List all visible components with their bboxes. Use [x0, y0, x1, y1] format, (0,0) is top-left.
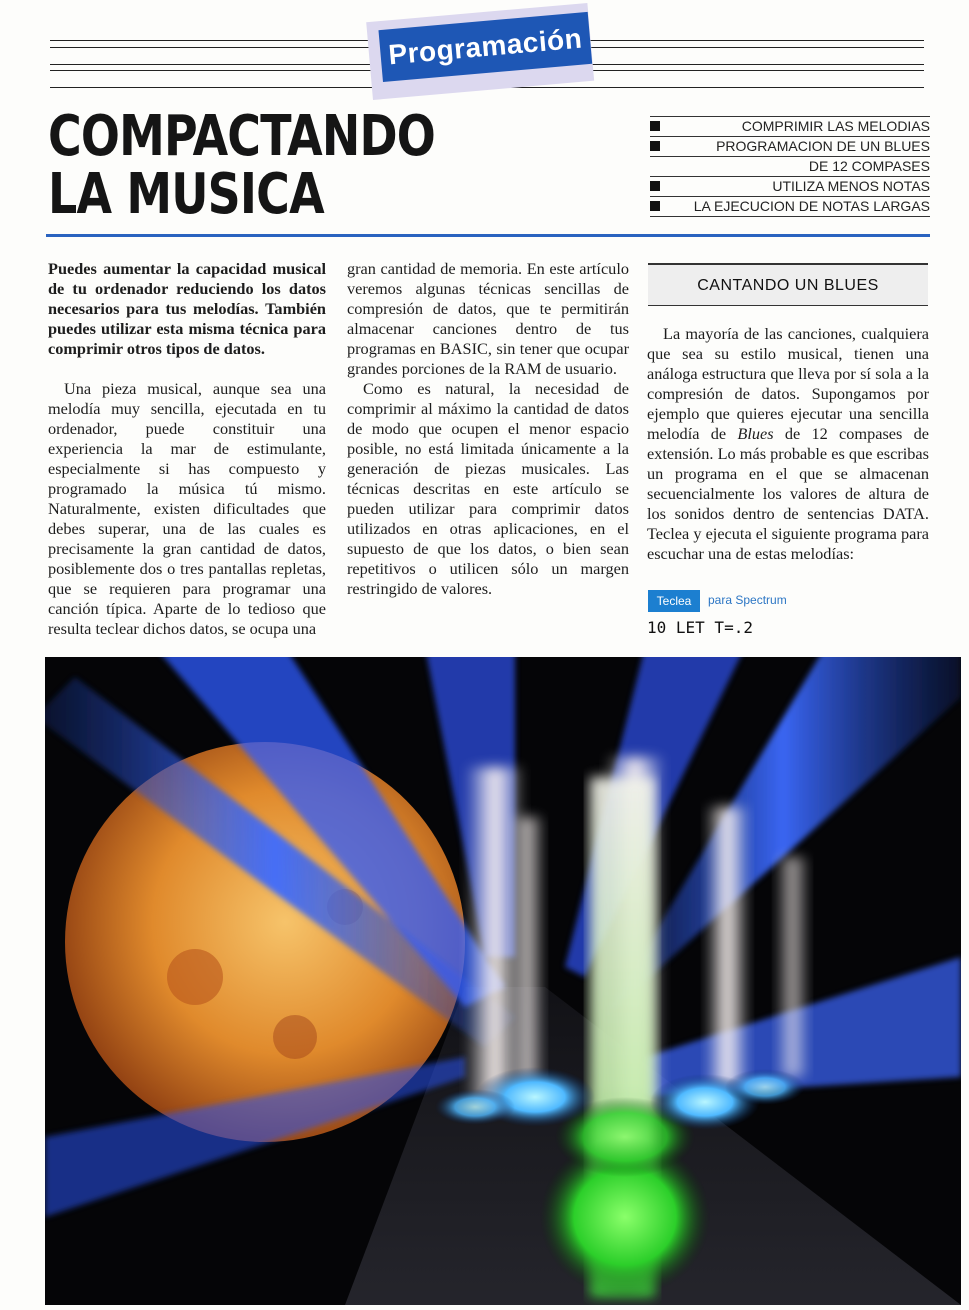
- article-lead: Puedes aumentar la capacidad musical de tu ordenador reduciendo los datos necesarios para tus melodías. También puedes utilizar esta misma técnica para comprimir otros tipos de datos.: [48, 259, 326, 358]
- illustration-svg: [45, 657, 961, 1305]
- contents-item: DE 12 COMPASES: [650, 157, 930, 177]
- contents-item: UTILIZA MENOS NOTAS: [650, 177, 930, 197]
- bullet-square-icon: [650, 141, 660, 151]
- contents-list: [650, 116, 930, 217]
- sidebar-text: [647, 324, 929, 564]
- bullet-square-icon: [650, 121, 660, 131]
- teclea-badge: Teclea: [648, 590, 700, 612]
- bullet-square-icon: [650, 181, 660, 191]
- illustration-moon-light-beams: [45, 657, 961, 1305]
- article-title-line1: COMPACTANDO: [48, 104, 435, 169]
- article-column-2: [347, 259, 629, 599]
- contents-item: LA EJECUCION DE NOTAS LARGAS: [650, 197, 930, 217]
- sidebar-paragraph: La mayoría de las canciones, cualquiera que sea su estilo musical, tienen una análoga estructura que lleva por sí sola a la compresión de datos. Supongamos por ejemplo que quieres ejecutar una sencilla melodía de Blues de 12 compases de extensión. Lo más probable es que escribas un programa en el que se almacenan secuencialmente los valores de altura de los sonidos dentro de sentencias DATA. Teclea y ejecuta el siguiente programa para escuchar una de estas melodías:: [647, 324, 930, 563]
- contents-item: PROGRAMACION DE UN BLUES: [650, 137, 930, 157]
- article-title: [48, 104, 435, 227]
- platform-note: para Spectrum: [708, 593, 787, 607]
- sidebar-heading: CANTANDO UN BLUES: [648, 263, 928, 306]
- contents-item: COMPRIMIR LAS MELODIAS: [650, 116, 930, 137]
- article-column-1: [48, 259, 326, 639]
- code-listing: 10 LET T=.2: [647, 618, 753, 637]
- title-divider: [46, 234, 930, 237]
- bullet-square-icon: [650, 201, 660, 211]
- article-paragraph: Como es natural, la necesidad de comprimir al máximo la cantidad de datos de modo que ocupen el menor espacio posible, no está limitada únicamente a la generación de piezas musicales. Las técnicas descritas en este artículo se pueden utilizar para comprimir datos utilizados en otras aplicaciones, en el supuesto de que los datos, o bien sean repetitivos o utilicen sólo un margen restringido de valores.: [347, 379, 629, 598]
- section-tab: Programación: [378, 12, 592, 82]
- article-paragraph: Una pieza musical, aunque sea una melodía muy sencilla, ejecutada en tu ordenador, puede constituir una experiencia la mar de estimulante, especialmente si has compuesto y programado la música tú mismo. Naturalmente, existen dificultades que debes superar, una de las cuales es precisamente la gran cantidad de datos, posiblemente dos o tres pantallas repletas, que se requieren para programar una canción típica. Aparte de lo tedioso que resulta teclear dichos datos, se ocupa una: [48, 379, 326, 638]
- article-title-line2: LA MUSICA: [48, 162, 324, 227]
- article-paragraph-continued: gran cantidad de memoria. En este artículo veremos algunas técnicas sencillas de compresión de datos, que te permitirán almacenar canciones dentro de tus programas en BASIC, sin tener que ocupar grandes porciones de la RAM de usuario.: [347, 259, 629, 378]
